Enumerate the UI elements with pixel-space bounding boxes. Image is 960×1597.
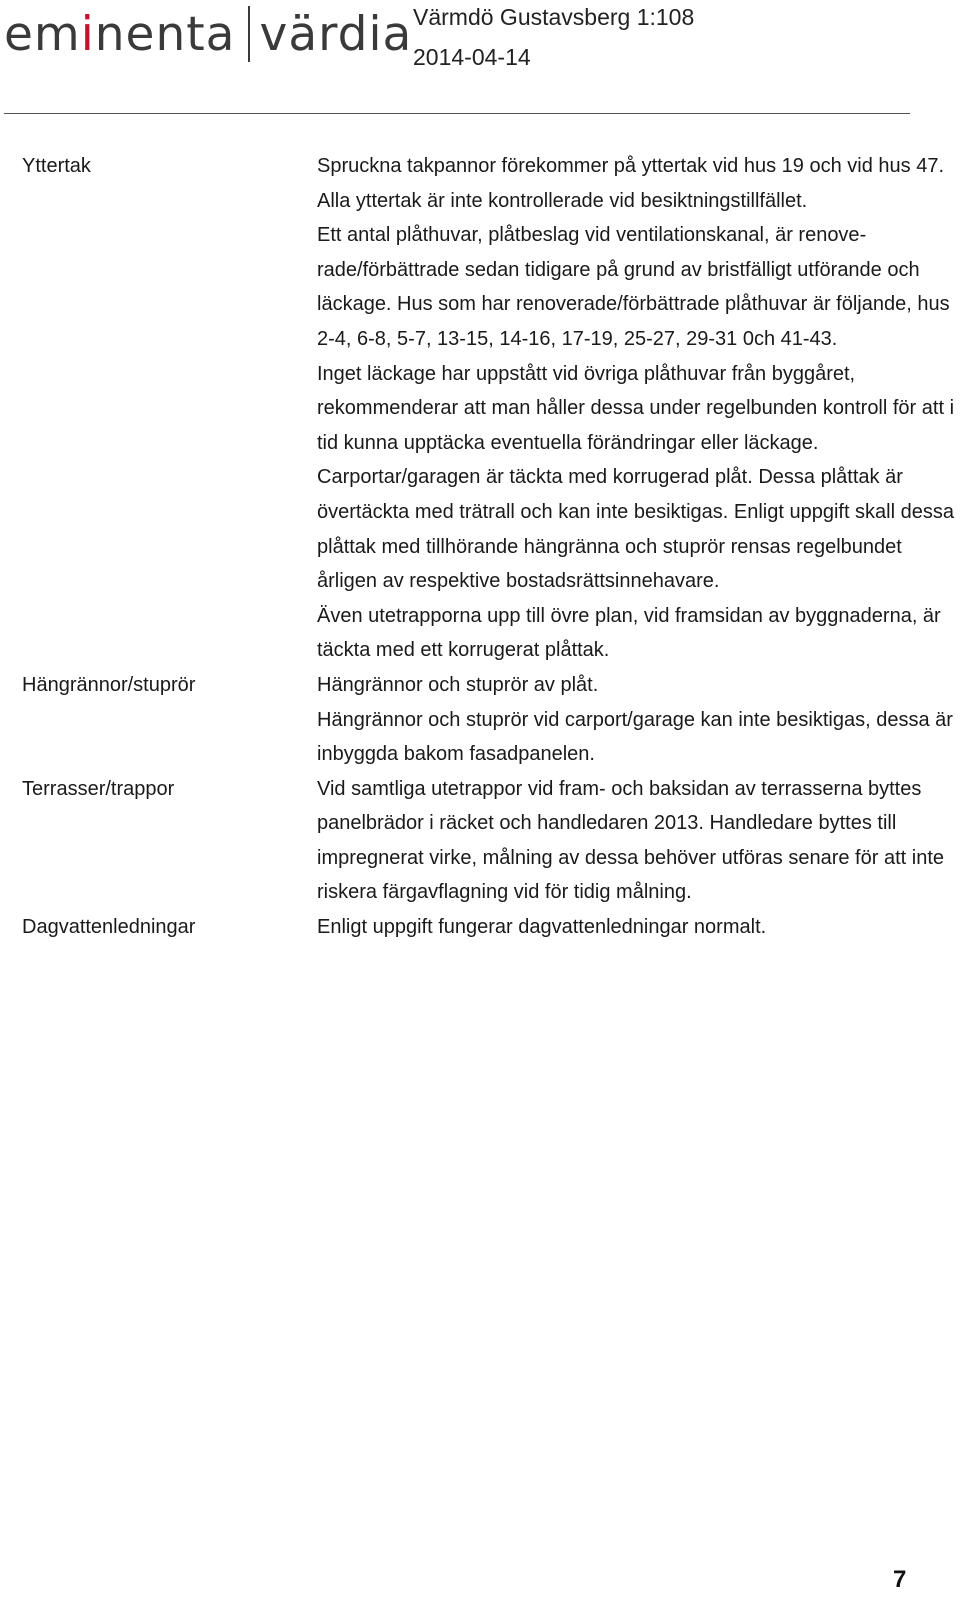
section-body	[317, 149, 957, 668]
section-label: Dagvattenledningar	[22, 916, 196, 939]
document-date: 2014-04-14	[413, 44, 531, 70]
page-number: 7	[893, 1566, 907, 1593]
page-header	[0, 0, 960, 118]
section-yttertak	[0, 149, 960, 668]
logo-text-vardia: värdia	[259, 6, 413, 62]
section-label: Hängrännor/stuprör	[22, 673, 196, 696]
paragraph: Vid samtliga utetrappor vid fram- och baksidan av terrasserna byttes panelbrädor i räcket och handledaren 2013. Handledare byttes till impregnerat virke, målning av dessa behöver utföras senare för att inte riskera färgavflagning vid för tidig målning.	[317, 777, 944, 904]
paragraph: Spruckna takpannor förekommer på yttertak vid hus 19 och vid hus 47. Alla yttertak är inte kontrollerade vid besiktningstillfället.	[317, 155, 945, 212]
paragraph: Även utetrapporna upp till övre plan, vid framsidan av byggnaderna, är täckta med ett korrugerat plåttak.	[317, 604, 941, 662]
section-body	[317, 668, 957, 772]
paragraph: Hängrännor och stuprör av plåt.	[317, 673, 599, 696]
section-label: Yttertak	[22, 155, 91, 177]
company-logo	[4, 4, 412, 64]
paragraph: Carportar/garagen är täckta med korrugerad plåt. Dessa plåttak är övertäckta med trätrall och kan inte besiktigas. Enligt uppgift skall dessa plåttak med tillhörande hängränna och stuprör rensas regelbundet årligen av respektive bostadsrättsinnehavare.	[317, 466, 954, 593]
document-title: Värmdö Gustavsberg 1:108	[413, 4, 695, 30]
logo-text-i: i	[80, 6, 95, 62]
section-dagvatten	[0, 910, 960, 945]
section-body	[317, 910, 957, 945]
section-body	[317, 772, 957, 910]
paragraph: Inget läckage har uppstått vid övriga plåthuvar från byggåret, rekommenderar att man håller dessa under regelbunden kontroll för att i tid kunna upptäcka eventuella förändringar eller läckage.	[317, 362, 955, 454]
paragraph: Hängrännor och stuprör vid carport/garage kan inte besiktigas, dessa är inbyggda bakom fasadpanelen.	[317, 708, 953, 766]
logo-text-em: em	[4, 6, 81, 62]
logo-divider	[248, 6, 250, 62]
section-terrasser	[0, 772, 960, 910]
inspection-content	[0, 149, 960, 945]
section-hangrannor	[0, 668, 960, 772]
header-divider	[4, 113, 910, 114]
paragraph: Enligt uppgift fungerar dagvattenledningar normalt.	[317, 916, 767, 939]
paragraph: Ett antal plåthuvar, plåtbeslag vid ventilationskanal, är renoverade/förbättrade sedan tidigare på grund av bristfälligt utförande och läckage. Hus som har renoverade/förbättrade plåthuvar är följande, hus 2-4, 6-8, 5-7, 13-15, 14-16, 17-19, 25-27, 29-31 0ch 41-43.	[317, 224, 950, 350]
section-label: Terrasser/trappor	[22, 777, 175, 800]
logo-text-nenta: nenta	[94, 6, 236, 62]
